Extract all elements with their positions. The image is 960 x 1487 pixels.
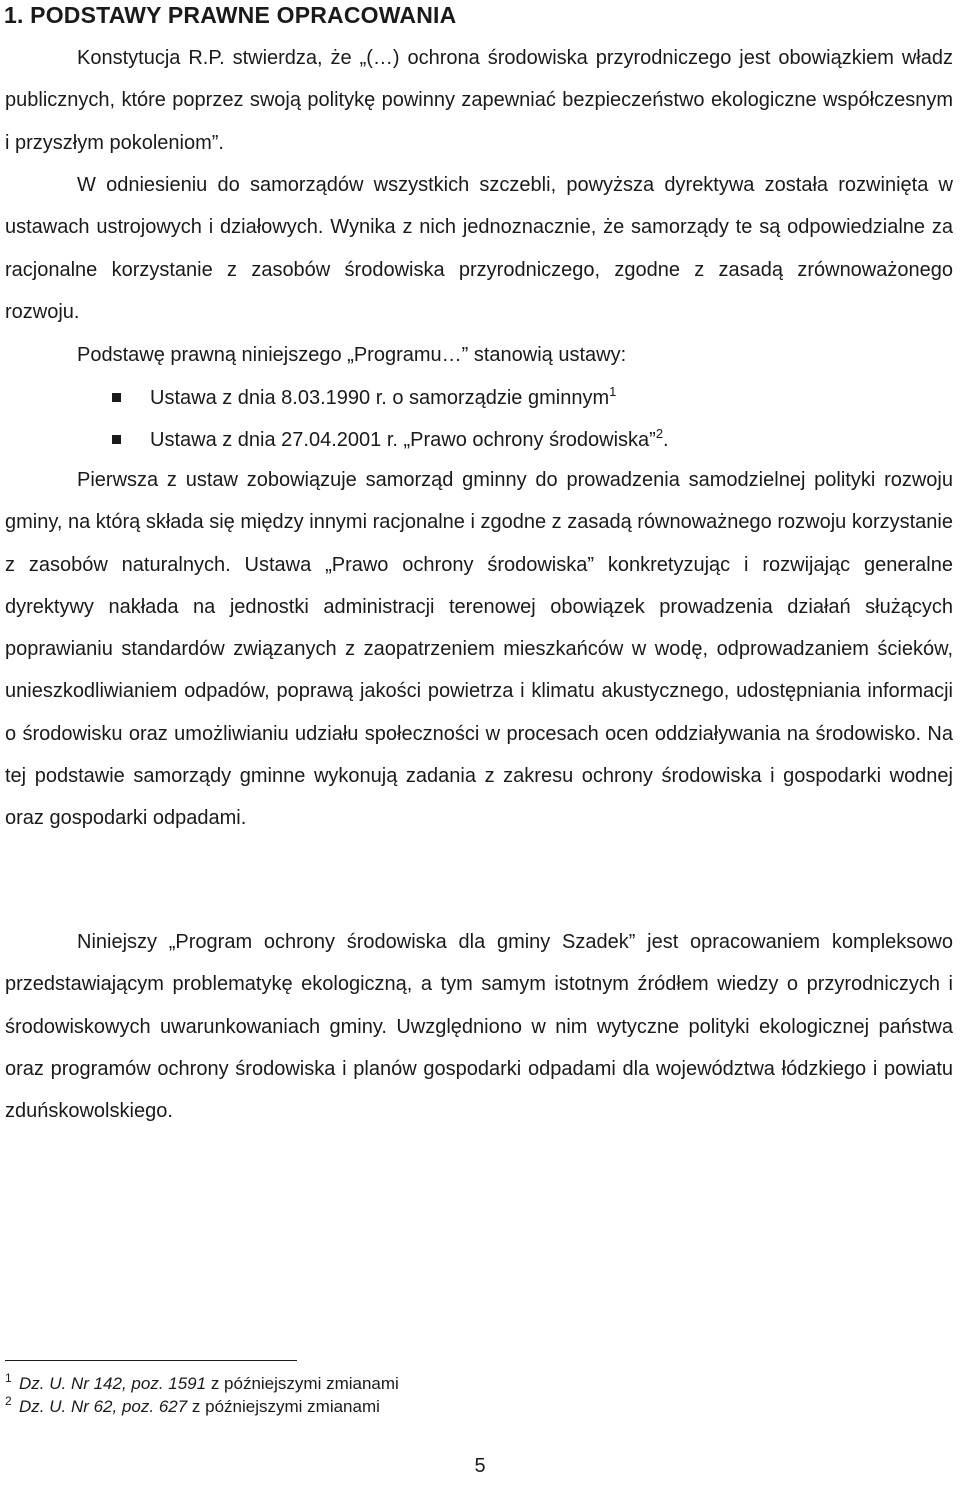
footnote-source: Dz. U. Nr 62, poz. 627: [19, 1397, 188, 1416]
page-number: 5: [474, 1455, 486, 1477]
footnote-ref: 2: [655, 426, 664, 441]
paragraph-text: Niniejszy „Program ochrony środowiska dla gminy Szadek” jest opracowaniem kompleksowo przedstawiającym problematykę ekologiczną, a tym samym istotnym źródłem wiedzy o przyrodniczych i środowiskowych uwarunkowaniach gminy. Uwzględniono w nim wytyczne polityki ekologicznej państwa oraz programów ochrony środowiska i planów gospodarki odpadami dla województwa łódzkiego i powiatu zduńskowolskiego.: [5, 931, 953, 1123]
paragraph-text: Konstytucja R.P. stwierdza, że „(…) ochrona środowiska przyrodniczego jest obowiązkiem władz publicznych, które poprzez swoją politykę powinny zapewniać bezpieczeństwo ekologiczne współczesnym i przyszłym pokoleniom”.: [5, 47, 953, 154]
paragraph-text: Pierwsza z ustaw zobowiązuje samorząd gminny do prowadzenia samodzielnej polityki rozwoju gminy, na którą składa się między innymi racjonalne i zgodne z zasadą równoważnego rozwoju korzystanie z zasobów naturalnych. Ustawa „Prawo ochrony środowiska” konkretyzując i rozwijając generalne dyrektywy nakłada na jednostki administracji terenowej obowiązek prowadzenia działań służących poprawianiu standardów związanych z zaopatrzeniem mieszkańców w wodę, odprowadzaniem ścieków, unieszkodliwianiem odpadów, poprawą jakości powietrza i klimatu akustycznego, udostępniania informacji o środowisku oraz umożliwianiu udziału społeczności w procesach ocen oddziaływania na środowisko. Na tej podstawie samorządy gminne wykonują zadania z zakresu ochrony środowiska i gospodarki wodnej oraz gospodarki odpadami.: [5, 469, 953, 830]
footnote-source: Dz. U. Nr 142, poz. 1591: [19, 1374, 207, 1393]
paragraph-constitution: [5, 37, 953, 164]
list-item: [0, 419, 669, 461]
footnote-number: 2: [5, 1394, 12, 1408]
law-text: Ustawa z dnia 27.04.2001 r. „Prawo ochrony środowiska”: [150, 429, 656, 451]
footnote: [5, 1372, 399, 1395]
law-text: Ustawa z dnia 8.03.1990 r. o samorządzie gminnym: [150, 387, 610, 409]
footnote: [5, 1395, 399, 1418]
paragraph-text: W odniesieniu do samorządów wszystkich szczebli, powyższa dyrektywa została rozwinięta w ustawach ustrojowych i działowych. Wynika z nich jednoznacznie, że samorządy te są odpowiedzialne za racjonalne korzystanie z zasobów środowiska przyrodniczego, zgodne z zasadą zrównoważonego rozwoju.: [5, 174, 953, 323]
footnotes: [5, 1372, 399, 1418]
footnote-note: z późniejszymi zmianami: [206, 1374, 399, 1393]
paragraph-self-government: [5, 164, 953, 333]
footnote-divider: [5, 1360, 297, 1361]
paragraph-legal-basis: [5, 334, 953, 376]
square-bullet-icon: [112, 435, 121, 444]
laws-list: [0, 377, 669, 461]
list-item: [0, 377, 669, 419]
paragraph-program: [5, 921, 953, 1132]
section-heading: 1. PODSTAWY PRAWNE OPRACOWANIA: [4, 2, 457, 28]
paragraph-first-act: [5, 459, 953, 840]
footnote-number: 1: [5, 1371, 12, 1385]
square-bullet-icon: [112, 393, 121, 402]
law-tail: .: [663, 429, 669, 451]
footnote-ref: 1: [609, 384, 617, 399]
paragraph-text: Podstawę prawną niniejszego „Programu…” stanowią ustawy:: [77, 344, 627, 366]
footnote-note: z późniejszymi zmianami: [187, 1397, 380, 1416]
